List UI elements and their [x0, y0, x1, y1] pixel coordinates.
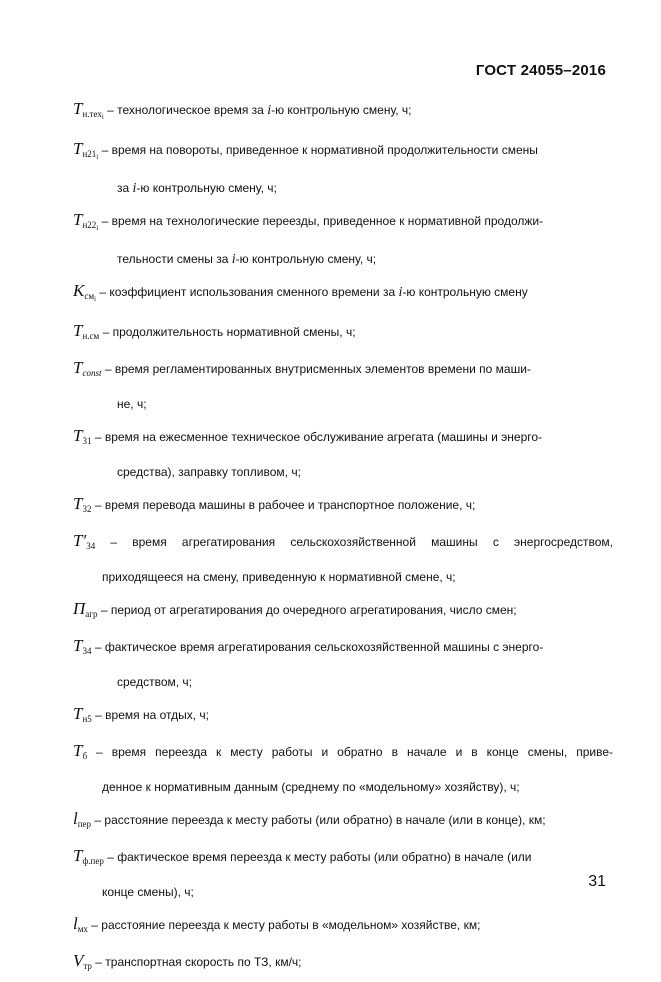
- symbol-subscript: агр: [85, 609, 98, 619]
- definition-text: – транспортная скорость по ТЗ, км/ч;: [95, 955, 302, 969]
- definition-entry: [73, 945, 613, 982]
- symbol: П: [73, 599, 86, 618]
- symbol: T′: [73, 531, 87, 550]
- definition-entry: [73, 315, 613, 352]
- symbol: T: [73, 321, 83, 340]
- page-number: 31: [588, 873, 606, 890]
- definition-entry: [73, 352, 613, 420]
- definition-text: – фактическое время агрегатирования сельскохозяйственной машины с энерго-: [94, 640, 544, 654]
- definition-text: – время регламентированных внутрисменных элементов времени по маши-: [104, 362, 531, 376]
- symbol-subscript: ф.пер: [82, 856, 104, 866]
- definition-text: средством, ч;: [117, 675, 192, 689]
- definition-text: – время на технологические переезды, приведенное к нормативной продолжи-: [101, 214, 544, 228]
- definition-text: – расстояние переезда к месту работы (или обратно) в начале (или в конце), км;: [94, 813, 546, 827]
- definition-entry: [73, 420, 613, 488]
- definition-text: средства), заправку топливом, ч;: [117, 465, 301, 479]
- definition-entry: [73, 630, 613, 698]
- symbol: K: [73, 281, 85, 300]
- definition-text: – время на повороты, приведенное к нормативной продолжительности смены: [101, 143, 538, 157]
- document-code-header: ГОСТ 24055–2016: [475, 62, 606, 79]
- definition-entry: [73, 698, 613, 735]
- symbol: T: [73, 636, 83, 655]
- definition-text: – коэффициент использования сменного времени за: [99, 285, 396, 299]
- definition-text: приходящееся на смену, приведенную к нормативной смене, ч;: [102, 570, 456, 584]
- definition-text: -ю контрольную смену, ч;: [271, 103, 412, 117]
- definition-text: -ю контрольную смену: [402, 285, 528, 299]
- symbol-subscript: б: [82, 751, 88, 761]
- definition-text: тельности смены за: [117, 252, 229, 266]
- definition-text: – время перевода машины в рабочее и транспортное положение, ч;: [94, 498, 476, 512]
- definition-text: денное к нормативным данным (среднему по «модельному» хозяйству), ч;: [102, 780, 520, 794]
- definition-entry: [73, 204, 613, 275]
- definition-text: – продолжительность нормативной смены, ч;: [102, 325, 356, 339]
- symbol-subscript: н.см: [82, 331, 100, 341]
- definition-entry: [73, 908, 613, 945]
- symbol: V: [73, 951, 84, 970]
- definition-text: – технологическое время за: [107, 103, 264, 117]
- definition-entry: [73, 488, 613, 525]
- definition-text: -ю контрольную смену, ч;: [136, 181, 277, 195]
- symbol: T: [73, 494, 83, 513]
- symbol-subscript: н5: [82, 714, 92, 724]
- definition-entry: [73, 593, 613, 630]
- definition-entry: [73, 803, 613, 840]
- definition-text: – период от агрегатирования до очередного агрегатирования, число смен;: [100, 603, 517, 617]
- definition-text: – время агрегатирования сельскохозяйственной машины с энергосредством,: [110, 535, 613, 549]
- symbol-subscript: н.тех: [82, 109, 102, 119]
- symbol-subscript: 31: [82, 436, 92, 446]
- definition-text: за: [117, 181, 130, 195]
- symbol-subscript: см: [84, 291, 95, 301]
- definition-entry: [73, 525, 613, 593]
- definition-text: – время на отдых, ч;: [95, 708, 209, 722]
- symbol: l: [73, 914, 78, 933]
- symbol-subscript: мх: [77, 924, 88, 934]
- definition-text: не, ч;: [117, 397, 147, 411]
- symbol-subscript: пер: [77, 819, 92, 829]
- definition-entry: [73, 133, 613, 204]
- symbol-index: i: [101, 113, 104, 121]
- symbol: T: [73, 741, 83, 760]
- definition-entry: [73, 93, 613, 133]
- symbol: T: [73, 99, 83, 118]
- index-variable: i: [132, 181, 137, 196]
- symbol-subscript: const: [82, 368, 102, 378]
- symbol: T: [73, 704, 83, 723]
- symbol: T: [73, 210, 83, 229]
- definition-text: – время переезда к месту работы и обратно в начале и в конце смены, приве-: [96, 745, 613, 759]
- symbol-index: i: [96, 224, 99, 232]
- symbol-subscript: 34: [82, 646, 92, 656]
- index-variable: i: [398, 285, 403, 300]
- symbol: T: [73, 846, 83, 865]
- symbol: l: [73, 809, 78, 828]
- symbol-index: i: [94, 295, 96, 303]
- symbol: T: [73, 426, 83, 445]
- symbol: T: [73, 358, 83, 377]
- definition-entry: [73, 275, 613, 315]
- symbol-subscript: н22: [82, 220, 97, 230]
- symbol: T: [73, 139, 83, 158]
- symbol-subscript: 34: [86, 541, 96, 551]
- symbol-subscript: тр: [83, 961, 92, 971]
- index-variable: i: [267, 103, 272, 118]
- definition-text: -ю контрольную смену, ч;: [235, 252, 377, 266]
- definition-text: – время на ежесменное техническое обслуживание агрегата (машины и энерго-: [94, 430, 543, 444]
- symbol-subscript: н21: [82, 149, 97, 159]
- definition-text: конце смены), ч;: [102, 885, 194, 899]
- definition-text: – расстояние переезда к месту работы в «модельном» хозяйстве, км;: [91, 918, 481, 932]
- symbol-subscript: 32: [82, 504, 92, 514]
- index-variable: i: [231, 252, 236, 267]
- definition-entry: [73, 735, 613, 803]
- symbol-definitions-list: [73, 93, 613, 982]
- definition-text: – фактическое время переезда к месту работы (или обратно) в начале (или: [107, 850, 532, 864]
- symbol-index: i: [96, 153, 99, 161]
